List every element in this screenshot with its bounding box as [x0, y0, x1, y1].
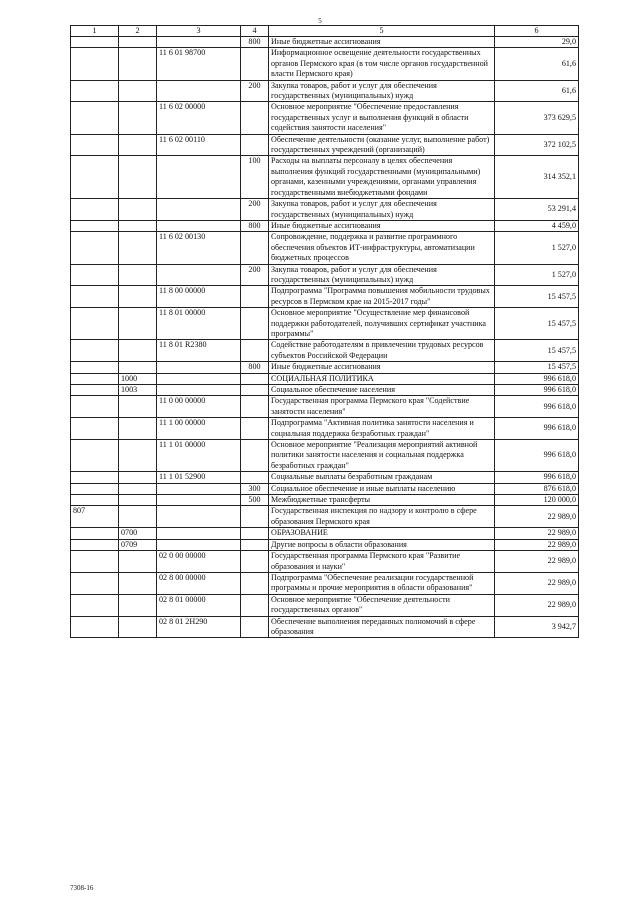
cell-amount: 61,6	[495, 48, 579, 80]
cell-expense-type	[241, 308, 269, 340]
cell-ministry	[71, 102, 119, 134]
cell-target-article	[157, 528, 241, 539]
cell-ministry	[71, 472, 119, 483]
cell-target-article: 11 6 02 00130	[157, 232, 241, 264]
cell-section	[119, 48, 157, 80]
cell-target-article: 02 0 00 00000	[157, 551, 241, 573]
cell-description: Основное мероприятие "Обеспечение предоставления государственных услуг и выполнения функций в области содействия занятости населения"	[269, 102, 495, 134]
cell-section	[119, 418, 157, 440]
cell-amount: 4 459,0	[495, 220, 579, 231]
cell-ministry	[71, 528, 119, 539]
cell-description: Государственная программа Пермского края "Содействие занятости населения"	[269, 396, 495, 418]
cell-expense-type	[241, 528, 269, 539]
cell-expense-type: 800	[241, 37, 269, 48]
cell-target-article: 11 6 02 00000	[157, 102, 241, 134]
cell-expense-type	[241, 440, 269, 472]
cell-ministry	[71, 156, 119, 199]
cell-section: 0709	[119, 539, 157, 550]
cell-section	[119, 572, 157, 594]
cell-target-article: 11 1 01 00000	[157, 440, 241, 472]
table-row	[71, 102, 579, 134]
table-row	[71, 286, 579, 308]
cell-target-article	[157, 362, 241, 373]
cell-ministry	[71, 134, 119, 156]
cell-ministry	[71, 286, 119, 308]
cell-target-article: 11 6 01 98700	[157, 48, 241, 80]
cell-ministry	[71, 616, 119, 638]
cell-description: Другие вопросы в области образования	[269, 539, 495, 550]
cell-ministry	[71, 308, 119, 340]
column-header-4: 4	[241, 26, 269, 37]
cell-description: Основное мероприятие "Реализация мероприятий активной политики занятости населения и социальная поддержка безработных граждан"	[269, 440, 495, 472]
cell-amount: 15 457,5	[495, 362, 579, 373]
cell-amount: 1 527,0	[495, 264, 579, 286]
cell-ministry	[71, 199, 119, 221]
cell-expense-type	[241, 418, 269, 440]
cell-section	[119, 264, 157, 286]
table-row	[71, 340, 579, 362]
cell-amount: 1 527,0	[495, 232, 579, 264]
cell-expense-type	[241, 232, 269, 264]
table-body	[71, 37, 579, 638]
table-row	[71, 385, 579, 396]
cell-ministry	[71, 396, 119, 418]
cell-expense-type: 500	[241, 495, 269, 506]
table-row	[71, 616, 579, 638]
cell-expense-type	[241, 506, 269, 528]
cell-expense-type: 200	[241, 199, 269, 221]
cell-section	[119, 286, 157, 308]
cell-amount: 53 291,4	[495, 199, 579, 221]
table-row	[71, 264, 579, 286]
cell-expense-type	[241, 616, 269, 638]
cell-ministry	[71, 594, 119, 616]
column-header-5: 5	[269, 26, 495, 37]
cell-expense-type: 200	[241, 264, 269, 286]
cell-section	[119, 156, 157, 199]
cell-description: Иные бюджетные ассигнования	[269, 220, 495, 231]
table-row	[71, 572, 579, 594]
cell-amount: 373 629,5	[495, 102, 579, 134]
cell-ministry: 807	[71, 506, 119, 528]
table-row	[71, 396, 579, 418]
cell-amount: 996 618,0	[495, 440, 579, 472]
cell-expense-type: 200	[241, 80, 269, 102]
cell-target-article	[157, 373, 241, 384]
cell-amount: 15 457,5	[495, 308, 579, 340]
cell-section	[119, 551, 157, 573]
table-row	[71, 37, 579, 48]
table-row	[71, 232, 579, 264]
cell-amount: 29,0	[495, 37, 579, 48]
cell-description: Закупка товаров, работ и услуг для обеспечения государственных (муниципальных) нужд	[269, 80, 495, 102]
cell-description: Межбюджетные трансферты	[269, 495, 495, 506]
cell-section	[119, 340, 157, 362]
cell-description: Сопровождение, поддержка и развитие программного обеспечения объектов ИТ-инфраструктуры, автоматизации бюджетных процессов	[269, 232, 495, 264]
cell-section	[119, 80, 157, 102]
cell-target-article: 11 0 00 00000	[157, 396, 241, 418]
cell-ministry	[71, 362, 119, 373]
cell-ministry	[71, 483, 119, 494]
cell-ministry	[71, 385, 119, 396]
cell-description: Государственная инспекция по надзору и контролю в сфере образования Пермского края	[269, 506, 495, 528]
cell-target-article	[157, 495, 241, 506]
cell-target-article	[157, 506, 241, 528]
table-row	[71, 472, 579, 483]
cell-section: 1003	[119, 385, 157, 396]
column-header-3: 3	[157, 26, 241, 37]
cell-description: Обеспечение деятельности (оказание услуг, выполнение работ) государственных учреждений (организаций)	[269, 134, 495, 156]
cell-section: 1000	[119, 373, 157, 384]
cell-expense-type	[241, 396, 269, 418]
table-row	[71, 134, 579, 156]
cell-description: Закупка товаров, работ и услуг для обеспечения государственных (муниципальных) нужд	[269, 199, 495, 221]
cell-amount: 3 942,7	[495, 616, 579, 638]
cell-expense-type	[241, 134, 269, 156]
cell-amount: 996 618,0	[495, 385, 579, 396]
cell-section	[119, 102, 157, 134]
cell-amount: 372 102,5	[495, 134, 579, 156]
cell-amount: 22 989,0	[495, 572, 579, 594]
cell-description: Иные бюджетные ассигнования	[269, 362, 495, 373]
cell-description: Подпрограмма "Обеспечение реализации государственной программы и прочие мероприятия в области образования"	[269, 572, 495, 594]
cell-expense-type	[241, 102, 269, 134]
cell-section: 0700	[119, 528, 157, 539]
cell-target-article	[157, 385, 241, 396]
column-header-2: 2	[119, 26, 157, 37]
cell-section	[119, 199, 157, 221]
cell-amount: 314 352,1	[495, 156, 579, 199]
cell-section	[119, 616, 157, 638]
cell-amount: 996 618,0	[495, 373, 579, 384]
column-header-1: 1	[71, 26, 119, 37]
cell-section	[119, 362, 157, 373]
cell-target-article: 02 8 00 00000	[157, 572, 241, 594]
cell-target-article: 02 8 01 2H290	[157, 616, 241, 638]
cell-description: Расходы на выплаты персоналу в целях обеспечения выполнения функций государственными (муниципальными) органами, казенными учреждениями, органами управления государственными внебюджетными фондами	[269, 156, 495, 199]
table-row	[71, 506, 579, 528]
cell-description: СОЦИАЛЬНАЯ ПОЛИТИКА	[269, 373, 495, 384]
cell-expense-type	[241, 551, 269, 573]
cell-ministry	[71, 37, 119, 48]
table-row	[71, 528, 579, 539]
budget-table	[70, 25, 579, 638]
cell-amount: 22 989,0	[495, 506, 579, 528]
cell-target-article	[157, 37, 241, 48]
cell-ministry	[71, 418, 119, 440]
page-number: 5	[318, 17, 322, 25]
cell-section	[119, 440, 157, 472]
table-row	[71, 483, 579, 494]
cell-target-article: 02 8 01 00000	[157, 594, 241, 616]
cell-description: Закупка товаров, работ и услуг для обеспечения государственных (муниципальных) нужд	[269, 264, 495, 286]
table-row	[71, 373, 579, 384]
cell-description: Основное мероприятие "Осуществление мер финансовой поддержки работодателей, получивших сертификат участника программы"	[269, 308, 495, 340]
cell-target-article: 11 1 01 52900	[157, 472, 241, 483]
cell-expense-type	[241, 539, 269, 550]
cell-amount: 22 989,0	[495, 551, 579, 573]
cell-target-article	[157, 156, 241, 199]
cell-amount: 876 618,0	[495, 483, 579, 494]
table-row	[71, 594, 579, 616]
table-header-row	[71, 26, 579, 37]
table-row	[71, 495, 579, 506]
cell-target-article	[157, 264, 241, 286]
cell-expense-type	[241, 48, 269, 80]
cell-ministry	[71, 232, 119, 264]
cell-section	[119, 472, 157, 483]
cell-section	[119, 495, 157, 506]
cell-ministry	[71, 551, 119, 573]
cell-description: Подпрограмма "Активная политика занятости населения и социальная поддержка безработных граждан"	[269, 418, 495, 440]
cell-section	[119, 220, 157, 231]
cell-section	[119, 232, 157, 264]
cell-amount: 996 618,0	[495, 418, 579, 440]
cell-amount: 22 989,0	[495, 528, 579, 539]
cell-description: Социальное обеспечение населения	[269, 385, 495, 396]
cell-amount: 996 618,0	[495, 472, 579, 483]
cell-target-article	[157, 483, 241, 494]
cell-description: Основное мероприятие "Обеспечение деятельности государственных органов"	[269, 594, 495, 616]
table-row	[71, 539, 579, 550]
cell-section	[119, 396, 157, 418]
cell-section	[119, 483, 157, 494]
cell-description: ОБРАЗОВАНИЕ	[269, 528, 495, 539]
cell-ministry	[71, 220, 119, 231]
cell-amount: 61,6	[495, 80, 579, 102]
cell-section	[119, 594, 157, 616]
cell-description: Государственная программа Пермского края "Развитие образования и науки"	[269, 551, 495, 573]
cell-expense-type: 100	[241, 156, 269, 199]
table-row	[71, 440, 579, 472]
cell-section	[119, 37, 157, 48]
cell-description: Подпрограмма "Программа повышения мобильности трудовых ресурсов в Пермском крае на 2015-2017 годы"	[269, 286, 495, 308]
cell-amount: 15 457,5	[495, 286, 579, 308]
table-row	[71, 156, 579, 199]
cell-amount: 22 989,0	[495, 594, 579, 616]
cell-expense-type	[241, 373, 269, 384]
cell-amount: 22 989,0	[495, 539, 579, 550]
cell-target-article: 11 1 00 00000	[157, 418, 241, 440]
table-row	[71, 199, 579, 221]
cell-description: Социальные выплаты безработным гражданам	[269, 472, 495, 483]
cell-target-article: 11 6 02 00110	[157, 134, 241, 156]
column-header-6: 6	[495, 26, 579, 37]
table-row	[71, 308, 579, 340]
cell-expense-type	[241, 340, 269, 362]
table-row	[71, 551, 579, 573]
cell-amount: 996 618,0	[495, 396, 579, 418]
cell-expense-type: 800	[241, 362, 269, 373]
cell-target-article: 11 8 01 R2380	[157, 340, 241, 362]
cell-amount: 15 457,5	[495, 340, 579, 362]
table-row	[71, 418, 579, 440]
cell-ministry	[71, 440, 119, 472]
cell-expense-type	[241, 286, 269, 308]
cell-expense-type	[241, 385, 269, 396]
cell-ministry	[71, 572, 119, 594]
cell-expense-type: 300	[241, 483, 269, 494]
table-row	[71, 362, 579, 373]
cell-description: Информационное освещение деятельности государственных органов Пермского края (в том числе органов государственной власти Пермского края)	[269, 48, 495, 80]
cell-ministry	[71, 340, 119, 362]
cell-section	[119, 308, 157, 340]
cell-expense-type	[241, 572, 269, 594]
cell-ministry	[71, 373, 119, 384]
cell-ministry	[71, 80, 119, 102]
cell-expense-type	[241, 594, 269, 616]
cell-ministry	[71, 495, 119, 506]
table-row	[71, 220, 579, 231]
cell-target-article	[157, 539, 241, 550]
cell-ministry	[71, 48, 119, 80]
cell-ministry	[71, 264, 119, 286]
cell-description: Социальное обеспечение и иные выплаты населению	[269, 483, 495, 494]
cell-target-article: 11 8 01 00000	[157, 308, 241, 340]
cell-ministry	[71, 539, 119, 550]
cell-description: Иные бюджетные ассигнования	[269, 37, 495, 48]
cell-section	[119, 134, 157, 156]
cell-target-article	[157, 199, 241, 221]
cell-target-article	[157, 220, 241, 231]
cell-section	[119, 506, 157, 528]
cell-expense-type: 800	[241, 220, 269, 231]
cell-expense-type	[241, 472, 269, 483]
footer-code: 7308-16	[70, 884, 94, 892]
table-row	[71, 48, 579, 80]
cell-amount: 120 000,0	[495, 495, 579, 506]
cell-target-article	[157, 80, 241, 102]
table-row	[71, 80, 579, 102]
cell-description: Обеспечение выполнения переданных полномочий в сфере образования	[269, 616, 495, 638]
cell-target-article: 11 8 00 00000	[157, 286, 241, 308]
cell-description: Содействие работодателям в привлечении трудовых ресурсов субъектов Российской Федерации	[269, 340, 495, 362]
